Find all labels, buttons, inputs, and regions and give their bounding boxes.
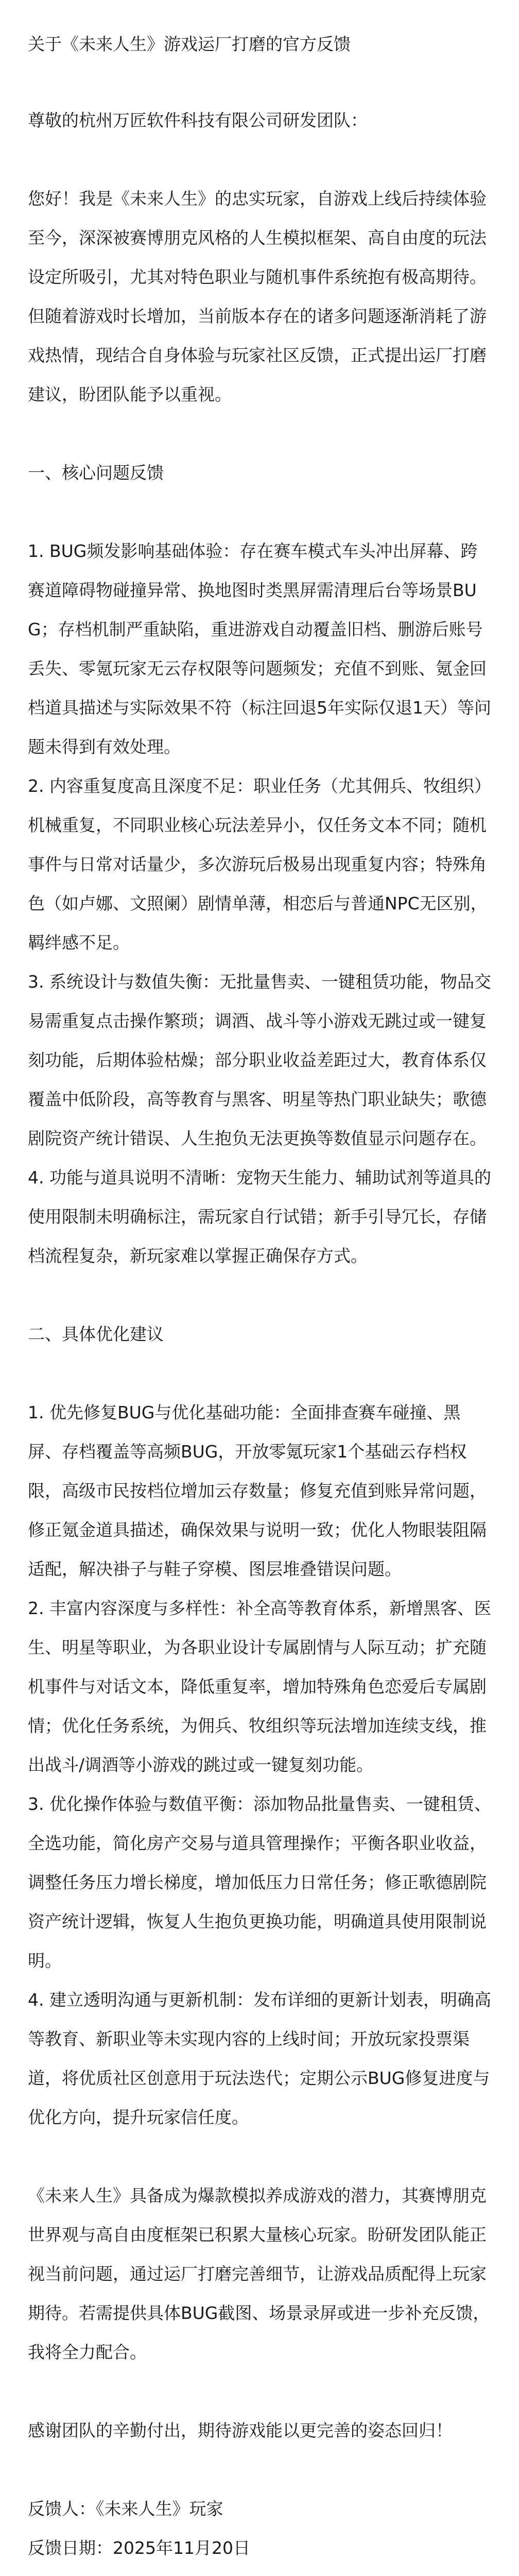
- issue-item-4: 4. 功能与道具说明不清晰：宠物天生能力、辅助试剂等道具的使用限制未明确标注，需玩家自行试错；新手引导冗长，存储档流程复杂，新玩家难以掌握正确保存方式。: [28, 1167, 491, 1266]
- suggestion-item-3: 3. 优化操作体验与数值平衡：添加物品批量售卖、一键租赁、全选功能，简化房产交易与道具管理操作；平衡各职业收益，调整任务压力增长梯度，增加低压力日常任务；修正歌德剧院资产统计逻辑，恢复人生抱负更换功能，明确道具使用限制说明。: [28, 1794, 491, 1971]
- signature-date: 反馈日期：2025年11月20日: [28, 2538, 250, 2558]
- spacer: [28, 1276, 491, 1315]
- spacer: [28, 2137, 491, 2176]
- suggestion-item-2: 2. 丰富内容深度与多样性：补全高等教育体系，新增黑客、医生、明星等职业，为各职业设计专属剧情与人际互动；扩充随机事件与对话文本，降低重复率，增加特殊角色恋爱后专属剧情；优化任务系统，为佣兵、牧组织等玩法增加连续支线，推出战斗/调酒等小游戏的跳过或一键复刻功能。: [28, 1598, 491, 1775]
- closing-paragraph: 《未来人生》具备成为爆款模拟养成游戏的潜力，其赛博朋克世界观与高自由度框架已积累大量核心玩家。盼研发团队能正视当前问题，通过运厂打磨完善细节，让游戏品质配得上玩家期待。若需提供具体BUG截图、场景录屏或进一步补充反馈，我将全力配合。: [28, 2185, 490, 2362]
- suggestion-item-4: 4. 建立透明沟通与更新机制：发布详细的更新计划表，明确高等教育、新职业等未实现内容的上线时间；开放玩家投票渠道，将优质社区创意用于玩法迭代；定期公示BUG修复进度与优化方向，提升玩家信任度。: [28, 1990, 491, 2127]
- issue-item-2: 2. 内容重复度高且深度不足：职业任务（尤其佣兵、牧组织）机械重复，不同职业核心玩法差异小，仅任务文本不同；随机事件与日常对话量少，多次游玩后极易出现重复内容；特殊角色（如卢娜、文照阑）剧情单薄，相恋后与普通NPC无区别，羁绊感不足。: [28, 776, 491, 953]
- signature-player: 反馈人：《未来人生》玩家: [28, 2499, 223, 2519]
- suggestion-item-1: 1. 优先修复BUG与优化基础功能：全面排查赛车碰撞、黑屏、存档覆盖等高频BUG，开放零氪玩家1个基础云存档权限，高级市民按档位增加云存数量；修复充值到账异常问题，修正氪金道具描述，确保效果与说明一致；优化人物眼装阻隔适配，解决褂子与鞋子穿模、图层堆叠错误问题。: [28, 1402, 487, 1579]
- intro-paragraph: 您好！我是《未来人生》的忠实玩家，自游戏上线后持续体验至今，深深被赛博朋克风格的人生模拟框架、高自由度的玩法设定所吸引，尤其对特色职业与随机事件系统抱有极高期待。但随着游戏时长增加，当前版本存在的诸多问题逐渐消耗了游戏热情，现结合自身体验与玩家社区反馈，正式提出运厂打磨建议，盼团队能予以重视。: [28, 189, 487, 404]
- document-title: 关于《未来人生》游戏运厂打磨的官方反馈: [28, 34, 351, 54]
- section-core-issues-heading: 一、核心问题反馈: [28, 463, 164, 483]
- greeting: 尊敬的杭州万匠软件科技有限公司研发团队：: [28, 110, 368, 130]
- issue-item-1: 1. BUG频发影响基础体验：存在赛车模式车头冲出屏幕、跨赛道障碍物碰撞异常、换地图时类黑屏需清理后台等场景BUG；存档机制严重缺陷，重进游戏自动覆盖旧档、删游后账号丢失、零氪玩家无云存权限等问题频发；充值不到账、氪金回档道具描述与实际效果不符（标注回退5年实际仅退1天）等问题未得到有效处理。: [28, 541, 491, 757]
- section-suggestions-heading: 二、具体优化建议: [28, 1324, 164, 1344]
- issue-item-3: 3. 系统设计与数值失衡：无批量售卖、一键租赁功能，物品交易需重复点击操作繁琐；调酒、战斗等小游戏无跳过或一键复刻功能，后期体验枯燥；部分职业收益差距过大，教育体系仅覆盖中低阶段，高等教育与黑客、明星等热门职业缺失；歌德剧院资产统计错误、人生抱负无法更换等数值显示问题存在。: [28, 972, 491, 1148]
- thanks-paragraph: 感谢团队的辛勤付出，期待游戏能以更完善的姿态回归！: [28, 2420, 453, 2441]
